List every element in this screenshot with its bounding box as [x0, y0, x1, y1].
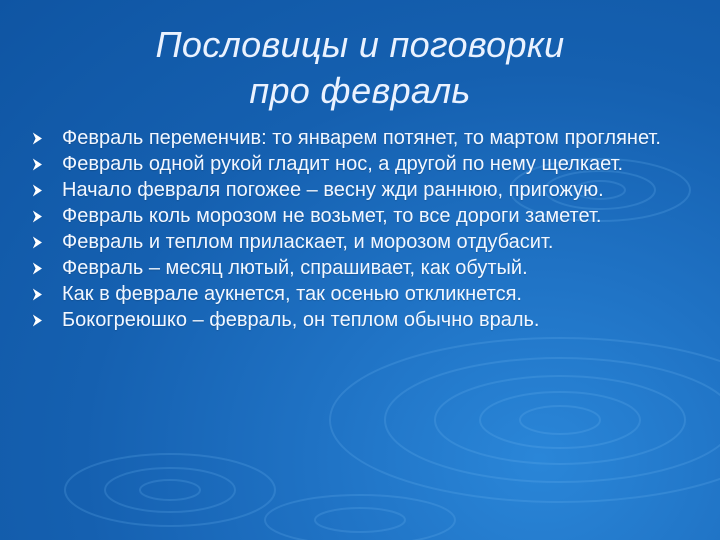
proverb-text: Бокогреюшко – февраль, он теплом обычно враль. [62, 309, 540, 331]
slide-title-line-1: Пословицы и поговорки [155, 24, 565, 65]
slide-title-line-2: про февраль [249, 70, 471, 111]
list-item [30, 128, 700, 149]
proverb-text: Как в феврале аукнется, так осенью откликнется. [62, 283, 522, 305]
arrow-head-bullet-icon [30, 131, 44, 146]
arrow-head-bullet-icon [30, 157, 44, 172]
arrow-head-bullet-icon [30, 287, 44, 302]
arrow-head-bullet-icon [30, 183, 44, 198]
arrow-head-bullet-icon [30, 313, 44, 328]
list-item [30, 310, 700, 331]
proverbs-list [30, 128, 700, 336]
proverb-text: Февраль – месяц лютый, спрашивает, как обутый. [62, 257, 528, 279]
arrow-head-bullet-icon [30, 235, 44, 250]
slide-title [60, 22, 660, 114]
proverb-text: Февраль переменчив: то январем потянет, то мартом проглянет. [62, 127, 661, 149]
proverb-text: Начало февраля погожее – весну жди раннюю, пригожую. [62, 179, 604, 201]
list-item [30, 232, 700, 253]
proverb-text: Февраль и теплом приласкает, и морозом отдубасит. [62, 231, 554, 253]
arrow-head-bullet-icon [30, 261, 44, 276]
proverb-text: Февраль коль морозом не возьмет, то все дороги заметет. [62, 205, 602, 227]
list-item [30, 258, 700, 279]
list-item [30, 206, 700, 227]
arrow-head-bullet-icon [30, 209, 44, 224]
list-item [30, 154, 700, 175]
list-item [30, 180, 700, 201]
list-item [30, 284, 700, 305]
proverb-text: Февраль одной рукой гладит нос, а другой по нему щелкает. [62, 153, 624, 175]
